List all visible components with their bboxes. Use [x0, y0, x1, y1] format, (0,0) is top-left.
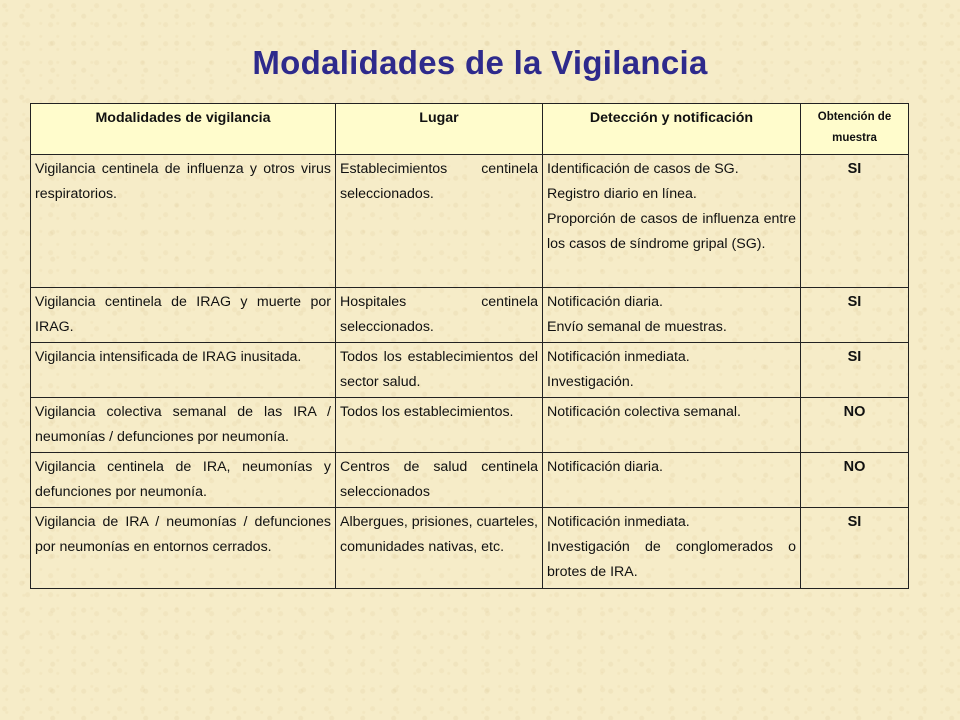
cell-deteccion: [543, 155, 801, 288]
table-row: [31, 288, 909, 343]
cell-muestra: SI: [801, 343, 909, 398]
deteccion-line: Notificación colectiva semanal.: [547, 404, 741, 420]
table-row: [31, 155, 909, 288]
cell-lugar: Hospitales centinela seleccionados.: [336, 288, 543, 343]
cell-muestra: NO: [801, 453, 909, 508]
header-muestra: Obtención de muestra: [801, 104, 909, 155]
cell-modalidad: Vigilancia centinela de IRAG y muerte por IRAG.: [31, 288, 336, 343]
cell-deteccion: [543, 508, 801, 589]
cell-deteccion: [543, 398, 801, 453]
cell-lugar: Centros de salud centinela seleccionados: [336, 453, 543, 508]
table-header-row: [31, 104, 909, 155]
surveillance-table: [30, 103, 909, 589]
deteccion-line: Investigación de conglomerados o brotes de IRA.: [547, 539, 796, 580]
header-lugar: Lugar: [336, 104, 543, 155]
cell-deteccion: [543, 288, 801, 343]
deteccion-line: Notificación inmediata.: [547, 514, 690, 530]
deteccion-line: Investigación.: [547, 374, 634, 390]
cell-muestra: SI: [801, 288, 909, 343]
cell-muestra: SI: [801, 508, 909, 589]
cell-deteccion: [543, 343, 801, 398]
cell-muestra: SI: [801, 155, 909, 288]
deteccion-line: Envío semanal de muestras.: [547, 319, 727, 335]
table-row: [31, 453, 909, 508]
deteccion-line: Identificación de casos de SG.: [547, 161, 739, 177]
table-row: [31, 508, 909, 589]
cell-modalidad: Vigilancia colectiva semanal de las IRA / neumonías / defunciones por neumonía.: [31, 398, 336, 453]
cell-modalidad: Vigilancia intensificada de IRAG inusitada.: [31, 343, 336, 398]
cell-modalidad: Vigilancia de IRA / neumonías / defunciones por neumonías en entornos cerrados.: [31, 508, 336, 589]
deteccion-line: Notificación inmediata.: [547, 349, 690, 365]
cell-deteccion: [543, 453, 801, 508]
cell-lugar: Todos los establecimientos del sector salud.: [336, 343, 543, 398]
cell-lugar: Todos los establecimientos.: [336, 398, 543, 453]
cell-muestra: NO: [801, 398, 909, 453]
deteccion-line: Notificación diaria.: [547, 459, 663, 475]
header-modalidad: Modalidades de vigilancia: [31, 104, 336, 155]
table-row: [31, 343, 909, 398]
page-title: Modalidades de la Vigilancia: [252, 44, 708, 82]
cell-modalidad: Vigilancia centinela de IRA, neumonías y defunciones por neumonía.: [31, 453, 336, 508]
deteccion-line: Registro diario en línea.: [547, 186, 697, 202]
table-row: [31, 398, 909, 453]
deteccion-line: Proporción de casos de influenza entre los casos de síndrome gripal (SG).: [547, 211, 796, 252]
cell-modalidad: Vigilancia centinela de influenza y otros virus respiratorios.: [31, 155, 336, 288]
cell-lugar: Establecimientos centinela seleccionados.: [336, 155, 543, 288]
deteccion-line: Notificación diaria.: [547, 294, 663, 310]
cell-lugar: Albergues, prisiones, cuarteles, comunidades nativas, etc.: [336, 508, 543, 589]
header-deteccion: Detección y notificación: [543, 104, 801, 155]
